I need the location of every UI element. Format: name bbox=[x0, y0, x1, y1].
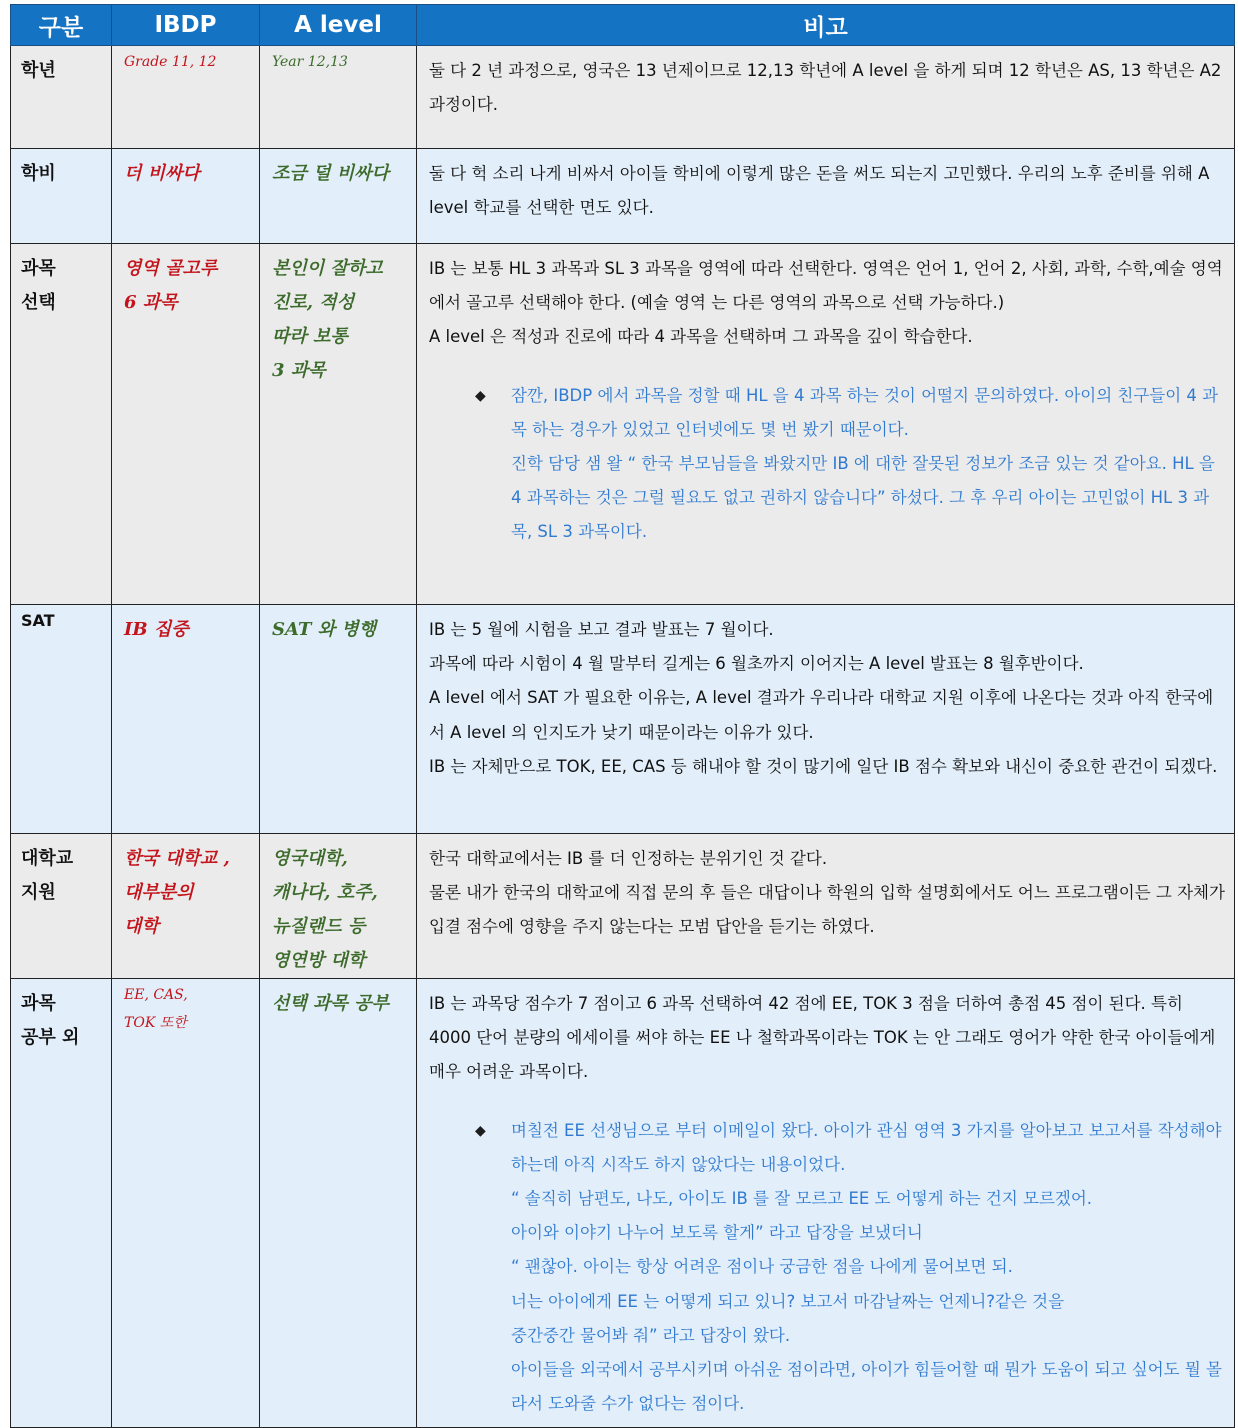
bullet-note bbox=[475, 1114, 1226, 1422]
category-cell bbox=[11, 605, 112, 834]
notes-paragraph: IB 는 과목당 점수가 7 점이고 6 과목 선택하여 42 점에 EE, TOK 3 점을 더하여 총점 45 점이 된다. 특히 4000 단어 분량의 에세이를 써야 하는 EE 나 철학과목이라는 TOK 는 안 그래도 영어가 약한 한국 아이들에게 매우 어려운 과목이다. bbox=[429, 994, 1216, 1082]
category-text: 대학교 bbox=[21, 848, 74, 869]
notes-paragraph: A level 은 적성과 진로에 따라 4 과목을 선택하며 그 과목을 깊이 학습한다. bbox=[429, 327, 973, 347]
notes-paragraph: A level 에서 SAT 가 필요한 이유는, A level 결과가 우리나라 대학교 지원 이후에 나온다는 것과 아직 한국에서 A level 의 인지도가 낮기 때문이라는 이유가 있다. bbox=[429, 688, 1214, 742]
diamond-bullet-icon: ◆ bbox=[475, 1122, 486, 1139]
alevel-cell bbox=[260, 149, 417, 244]
notes-cell bbox=[417, 244, 1235, 605]
bullet-line: 진학 담당 샘 왈 “ 한국 부모님들을 봐왔지만 IB 에 대한 잘못된 정보가 조금 있는 것 같아요. HL 을 4 과목하는 것은 그럴 필요도 없고 권하지 않습니다” 하셨다. 그 후 우리 아이는 고민없이 HL 3 과목, SL 3 과목이다. bbox=[511, 454, 1215, 542]
alevel-text: 조금 덜 비싸다 bbox=[272, 163, 389, 184]
ibdp-cell bbox=[112, 834, 260, 979]
ibdp-text: Grade 11, 12 bbox=[124, 54, 217, 70]
ibdp-text: 한국 대학교 , bbox=[124, 848, 230, 869]
notes-cell bbox=[417, 46, 1235, 149]
comparison-table bbox=[10, 4, 1235, 1428]
alevel-text: 본인이 잘하고 bbox=[272, 258, 383, 279]
header-category: 구분 bbox=[11, 5, 112, 46]
notes-paragraph: 물론 내가 한국의 대학교에 직접 문의 후 들은 대답이나 학원의 입학 설명회에서도 어느 프로그램이든 그 자체가 입결 점수에 영향을 주지 않는다는 모범 답안을 듣기는 하였다. bbox=[429, 883, 1225, 937]
alevel-text: 영연방 대학 bbox=[272, 950, 366, 971]
category-cell bbox=[11, 149, 112, 244]
ibdp-text: 6 과목 bbox=[124, 292, 178, 313]
bullet-line: 아이와 이야기 나누어 보도록 할게” 라고 답장을 보냈더니 bbox=[511, 1223, 923, 1243]
notes-cell bbox=[417, 834, 1235, 979]
table-row bbox=[11, 979, 1235, 1428]
bullet-line: 며칠전 EE 선생님으로 부터 이메일이 왔다. 아이가 관심 영역 3 가지를 알아보고 보고서를 작성해야 하는데 아직 시작도 하지 않았다는 내용이었다. bbox=[511, 1120, 1222, 1174]
category-text: 과목 bbox=[21, 993, 56, 1014]
bullet-line: “ 괜찮아. 아이는 항상 어려운 점이나 궁금한 점을 나에게 물어보면 되. bbox=[511, 1257, 1013, 1277]
alevel-text: 영국대학, bbox=[272, 848, 348, 869]
alevel-text: SAT 와 병행 bbox=[272, 619, 377, 640]
notes-paragraph: 둘 다 헉 소리 나게 비싸서 아이들 학비에 이렇게 많은 돈을 써도 되는지 고민했다. 우리의 노후 준비를 위해 A level 학교를 선택한 면도 있다. bbox=[429, 164, 1210, 218]
alevel-cell bbox=[260, 605, 417, 834]
category-text: 과목 bbox=[21, 258, 56, 279]
table-row bbox=[11, 244, 1235, 605]
ibdp-text: EE, CAS, bbox=[124, 987, 188, 1003]
bullet-line: 중간중간 물어봐 줘” 라고 답장이 왔다. bbox=[511, 1325, 791, 1345]
header-ibdp: IBDP bbox=[112, 5, 260, 46]
alevel-cell bbox=[260, 244, 417, 605]
bullet-line: 아이들을 외국에서 공부시키며 아쉬운 점이라면, 아이가 힘들어할 때 뭔가 도움이 되고 싶어도 뭘 몰라서 도와줄 수가 없다는 점이다. bbox=[511, 1360, 1222, 1414]
alevel-cell bbox=[260, 979, 417, 1428]
alevel-text: Year 12,13 bbox=[272, 54, 348, 70]
category-cell bbox=[11, 979, 112, 1428]
category-cell bbox=[11, 834, 112, 979]
bullet-line: “ 솔직히 남편도, 나도, 아이도 IB 를 잘 모르고 EE 도 어떻게 하는 건지 모르겠어. bbox=[511, 1189, 1093, 1209]
header-row bbox=[11, 5, 1235, 46]
bullet-line: 잠깐, IBDP 에서 과목을 정할 때 HL 을 4 과목 하는 것이 어떨지 문의하였다. 아이의 친구들이 4 과목 하는 경우가 있었고 인터넷에도 몇 번 봤기 때문이다. bbox=[511, 385, 1219, 439]
alevel-text: 따라 보통 bbox=[272, 326, 348, 347]
alevel-text: 캐나다, 호주, bbox=[272, 882, 378, 903]
header-alevel: A level bbox=[260, 5, 417, 46]
ibdp-text: 더 비싸다 bbox=[124, 163, 200, 184]
diamond-bullet-icon: ◆ bbox=[475, 387, 486, 404]
table-row bbox=[11, 605, 1235, 834]
notes-paragraph: 한국 대학교에서는 IB 를 더 인정하는 분위기인 것 같다. bbox=[429, 849, 828, 868]
table-row bbox=[11, 149, 1235, 244]
category-text: 학년 bbox=[21, 60, 56, 81]
alevel-text: 선택 과목 공부 bbox=[272, 993, 389, 1014]
category-cell bbox=[11, 46, 112, 149]
notes-paragraph: IB 는 보통 HL 3 과목과 SL 3 과목을 영역에 따라 선택한다. 영역은 언어 1, 언어 2, 사회, 과학, 수학,예술 영역에서 골고루 선택해야 한다. (예술 영역 는 다른 영역의 과목으로 선택 가능하다.) bbox=[429, 259, 1223, 313]
ibdp-cell bbox=[112, 605, 260, 834]
ibdp-cell bbox=[112, 244, 260, 605]
notes-paragraph: 과목에 따라 시험이 4 월 말부터 길게는 6 월초까지 이어지는 A level 발표는 8 월후반이다. bbox=[429, 654, 1084, 674]
category-text: 선택 bbox=[21, 292, 56, 313]
category-text: 지원 bbox=[21, 882, 56, 903]
notes-cell bbox=[417, 979, 1235, 1428]
alevel-text: 뉴질랜드 등 bbox=[272, 916, 366, 937]
notes-paragraph: 둘 다 2 년 과정으로, 영국은 13 년제이므로 12,13 학년에 A level 을 하게 되며 12 학년은 AS, 13 학년은 A2 과정이다. bbox=[429, 61, 1222, 115]
alevel-cell bbox=[260, 46, 417, 149]
category-text: SAT bbox=[21, 611, 55, 630]
ibdp-cell bbox=[112, 979, 260, 1428]
ibdp-text: 대부분의 bbox=[124, 882, 194, 903]
ibdp-text: TOK 또한 bbox=[124, 1015, 187, 1031]
ibdp-cell bbox=[112, 149, 260, 244]
category-text: 학비 bbox=[21, 163, 56, 184]
bullet-line: 너는 아이에게 EE 는 어떻게 되고 있니? 보고서 마감날짜는 언제니?같은 것을 bbox=[511, 1291, 1065, 1311]
alevel-text: 진로, 적성 bbox=[272, 292, 355, 313]
alevel-cell bbox=[260, 834, 417, 979]
ibdp-cell bbox=[112, 46, 260, 149]
notes-paragraph: IB 는 자체만으로 TOK, EE, CAS 등 해내야 할 것이 많기에 일단 IB 점수 확보와 내신이 중요한 관건이 되겠다. bbox=[429, 756, 1218, 776]
notes-paragraph: IB 는 5 월에 시험을 보고 결과 발표는 7 월이다. bbox=[429, 620, 774, 639]
notes-cell bbox=[417, 149, 1235, 244]
table-row bbox=[11, 834, 1235, 979]
ibdp-text: 대학 bbox=[124, 916, 159, 937]
category-cell bbox=[11, 244, 112, 605]
category-text: 공부 외 bbox=[21, 1027, 80, 1048]
ibdp-text: 영역 골고루 bbox=[124, 258, 218, 279]
table-row bbox=[11, 46, 1235, 149]
notes-cell bbox=[417, 605, 1235, 834]
bullet-note bbox=[475, 379, 1226, 550]
alevel-text: 3 과목 bbox=[272, 360, 326, 381]
header-notes: 비고 bbox=[417, 5, 1235, 46]
ibdp-text: IB 집중 bbox=[124, 619, 189, 640]
